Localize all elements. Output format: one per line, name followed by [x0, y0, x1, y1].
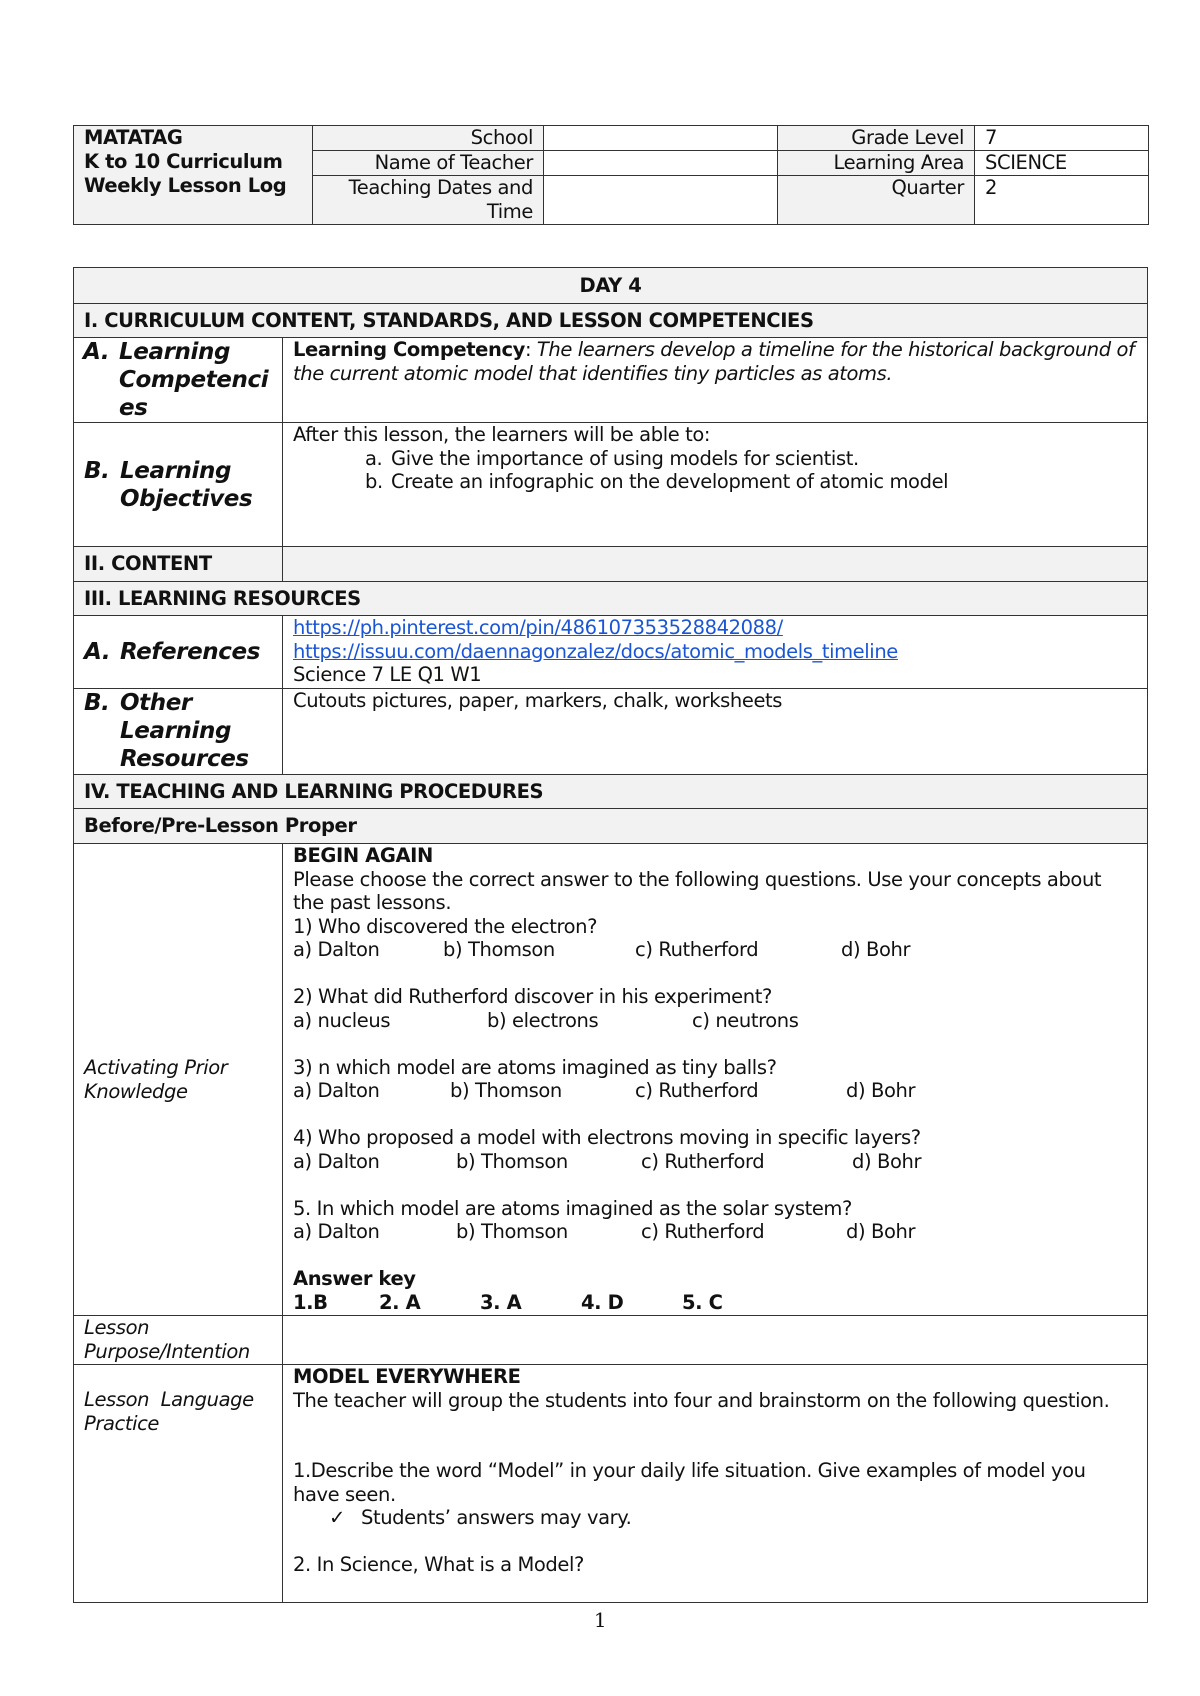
label-line: Resources — [120, 746, 249, 772]
label-line: Learning — [120, 718, 232, 744]
objective-text: Give the importance of using models for scientist. — [391, 446, 859, 470]
header-table — [73, 125, 1149, 225]
competency-label: Learning Competency — [293, 338, 525, 361]
label-line: Lesson Language — [84, 1388, 254, 1411]
learning-objectives-cell — [283, 423, 1148, 547]
section-4-heading: IV. TEACHING AND LEARNING PROCEDURES — [74, 775, 1148, 809]
learning-competencies-label — [74, 338, 283, 423]
objective-item — [293, 447, 1137, 471]
options-row — [293, 1009, 1137, 1033]
label-line: Purpose/Intention — [84, 1339, 250, 1363]
teaching-dates-label-line: Time — [486, 200, 533, 223]
grade-level-label: Grade Level — [778, 126, 975, 151]
label-line: Lesson — [84, 1316, 150, 1339]
question: 2) What did Rutherford discover in his experiment? — [293, 985, 772, 1008]
teaching-dates-field[interactable] — [544, 176, 778, 225]
option: b) Thomson — [456, 1149, 568, 1173]
references-label — [74, 616, 283, 689]
learning-objectives-label — [74, 423, 283, 547]
day-heading: DAY 4 — [74, 268, 1148, 304]
answer: 4. D — [581, 1290, 624, 1314]
objective-marker: a. — [365, 446, 383, 470]
question: 3) n which model are atoms imagined as tiny balls? — [293, 1055, 777, 1079]
document-title — [74, 126, 313, 225]
lesson-language-practice-cell — [283, 1365, 1148, 1603]
label-text — [120, 457, 252, 513]
objective-item — [293, 470, 1137, 494]
answer: 2. A — [379, 1290, 421, 1314]
label-line: es — [119, 395, 148, 421]
label-letter: B. — [84, 457, 110, 484]
activity-title: BEGIN AGAIN — [293, 844, 433, 867]
label-line: Objectives — [120, 485, 253, 512]
reference-text: Science 7 LE Q1 W1 — [293, 663, 482, 686]
teaching-dates-label-line: Teaching Dates and — [348, 176, 533, 199]
label-line: Other — [120, 690, 192, 716]
title-line: Weekly Lesson Log — [84, 174, 287, 197]
option: d) Bohr — [846, 1079, 916, 1102]
lesson-purpose-value — [283, 1316, 1148, 1365]
section-3-heading: III. LEARNING RESOURCES — [74, 582, 1148, 616]
question: 4) Who proposed a model with electrons moving in specific layers? — [293, 1126, 921, 1149]
label-line: Knowledge — [84, 1079, 188, 1103]
label-line: Learning — [120, 457, 232, 484]
section-2-heading: II. CONTENT — [74, 547, 283, 582]
references-cell — [283, 616, 1148, 689]
content-value — [283, 547, 1148, 582]
objective-marker: b. — [365, 470, 383, 493]
answer-key-row — [293, 1291, 1137, 1315]
option: d) Bohr — [841, 938, 911, 961]
label-line: Competenci — [119, 367, 269, 393]
page-number: 1 — [593, 1608, 607, 1632]
competency-text: The learners develop a timeline for the historical background of the current atomic model that identifies tiny particles as atoms. — [293, 338, 1135, 385]
label-line: Practice — [84, 1411, 160, 1435]
school-label: School — [313, 126, 544, 151]
label-line: Learning — [119, 339, 231, 365]
competency-colon: : — [524, 338, 532, 361]
option: c) Rutherford — [635, 1079, 759, 1102]
label-text — [120, 689, 249, 773]
section-1-heading: I. CURRICULUM CONTENT, STANDARDS, AND LESSON COMPETENCIES — [74, 304, 1148, 338]
learning-competency-cell — [283, 338, 1148, 423]
answer: 5. C — [682, 1290, 723, 1314]
label-letter: A. — [84, 639, 111, 665]
objective-text: Create an infographic on the development of atomic model — [391, 470, 949, 493]
option: a) Dalton — [293, 1079, 380, 1102]
language-activity-title: MODEL EVERYWHERE — [293, 1365, 521, 1388]
answer-key-title: Answer key — [293, 1267, 416, 1290]
activating-prior-knowledge-label — [74, 844, 283, 1316]
pre-lesson-heading: Before/Pre-Lesson Proper — [74, 809, 1148, 844]
options-row — [293, 1150, 1137, 1174]
title-line: MATATAG — [84, 126, 183, 149]
quarter-label: Quarter — [778, 176, 975, 225]
language-answer: Students’ answers may vary. — [361, 1506, 632, 1529]
option: c) neutrons — [692, 1008, 799, 1032]
learning-area-label: Learning Area — [778, 151, 975, 176]
answer: 3. A — [480, 1290, 522, 1314]
title-line: K to 10 Curriculum — [84, 150, 283, 173]
options-row — [293, 1220, 1137, 1244]
option: d) Bohr — [846, 1220, 916, 1243]
option: c) Rutherford — [641, 1220, 765, 1243]
activity-instructions: Please choose the correct answer to the following questions. Use your concepts about the past lessons. — [293, 867, 1102, 914]
answer: 1.B — [293, 1290, 328, 1314]
label-letter: B. — [84, 690, 110, 716]
language-answer-item — [293, 1506, 1137, 1530]
options-row — [293, 1079, 1137, 1103]
label-text: References — [120, 639, 261, 665]
language-question-2: 2. In Science, What is a Model? — [293, 1553, 584, 1576]
reference-link[interactable]: https://issuu.com/daennagonzalez/docs/atomic_models_timeline — [293, 639, 898, 663]
learning-area-value: SCIENCE — [975, 151, 1149, 176]
question: 1) Who discovered the electron? — [293, 914, 598, 938]
lesson-purpose-label — [74, 1316, 283, 1365]
reference-link[interactable]: https://ph.pinterest.com/pin/486107353528842088/ — [293, 616, 783, 639]
teacher-label: Name of Teacher — [313, 151, 544, 176]
option: a) Dalton — [293, 1149, 380, 1173]
objectives-intro: After this lesson, the learners will be able to: — [293, 423, 711, 446]
option: a) nucleus — [293, 1008, 391, 1032]
language-question-1: 1.Describe the word “Model” in your daily life situation. Give examples of model you have seen. — [293, 1459, 1086, 1506]
option: d) Bohr — [852, 1149, 922, 1173]
label-text — [119, 338, 268, 422]
option: c) Rutherford — [635, 938, 759, 961]
option: a) Dalton — [293, 1220, 380, 1243]
grade-level-value: 7 — [975, 126, 1149, 151]
other-resources-label — [74, 689, 283, 775]
school-field[interactable] — [544, 126, 778, 151]
quarter-value: 2 — [975, 176, 1149, 225]
other-resources-value: Cutouts pictures, paper, markers, chalk, worksheets — [283, 689, 1148, 775]
label-line: Activating Prior — [84, 1056, 228, 1079]
option: c) Rutherford — [641, 1149, 765, 1173]
lesson-language-practice-label — [74, 1365, 283, 1603]
option: b) Thomson — [456, 1220, 568, 1243]
language-intro: The teacher will group the students into four and brainstorm on the following question. — [293, 1388, 1110, 1412]
teacher-field[interactable] — [544, 151, 778, 176]
activating-prior-knowledge-cell — [283, 844, 1148, 1316]
option: b) Thomson — [450, 1079, 562, 1102]
teaching-dates-label — [313, 176, 544, 225]
question: 5. In which model are atoms imagined as the solar system? — [293, 1196, 852, 1220]
option: b) electrons — [487, 1008, 599, 1032]
checkmark-icon: ✓ — [329, 1506, 345, 1529]
option: a) Dalton — [293, 938, 380, 961]
option: b) Thomson — [443, 938, 555, 961]
label-letter: A. — [83, 339, 110, 365]
options-row — [293, 938, 1137, 962]
lesson-log-table — [73, 267, 1148, 1603]
